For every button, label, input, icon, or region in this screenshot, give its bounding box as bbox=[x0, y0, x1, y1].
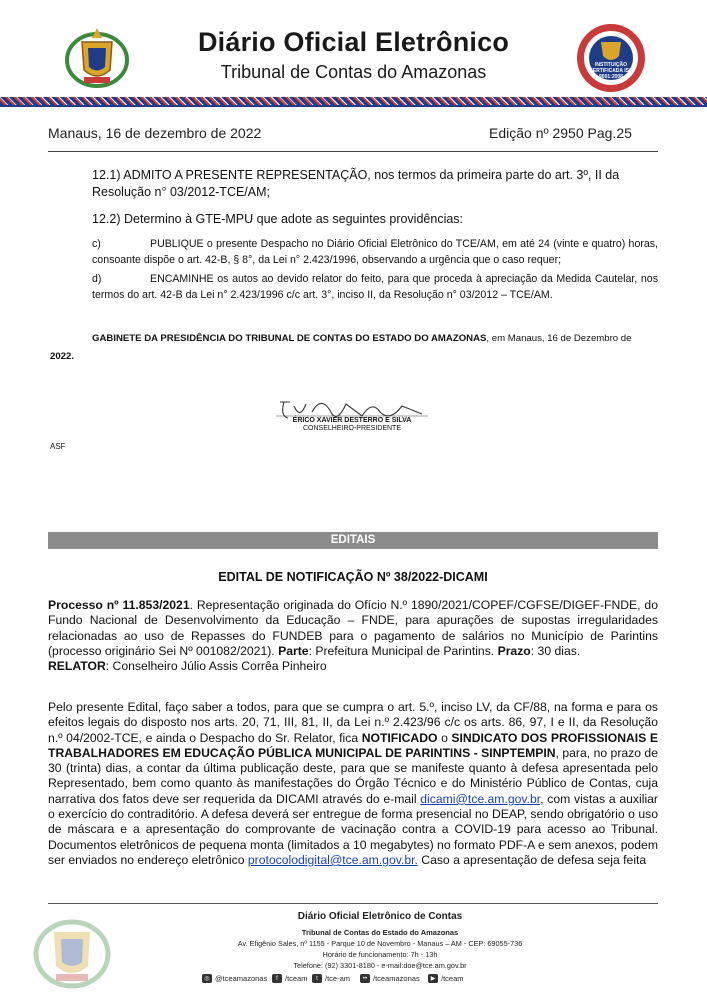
footer-watermark-logo bbox=[30, 908, 114, 992]
email-dicami-link[interactable]: dicami@tce.am.gov.br bbox=[420, 791, 541, 806]
processo-text: . Representação originada do Ofício N.º 1890/2021/COPEF/CGFSE/DIGEF-FNDE, do Fundo Nacional de Desenvolvimento da Educação – FNDE, para apurações de supostas irregularidades relacionadas ao uso de Repasses do FUNDEB para o pagamento de salários no Município de Parintins (processo originário Sei Nº 001082/2021). bbox=[48, 598, 658, 658]
social-twitter[interactable] bbox=[312, 974, 350, 983]
header-decorative-band bbox=[0, 97, 707, 105]
item-c-label: c) bbox=[92, 238, 101, 250]
body-part-2: , para, no prazo de 30 (trinta) dias, a contar da última publicação deste, para que se manifeste quanto à defesa apresentada pelo Representado, bem como quanto às manifestações do Órgão Técnico e do Ministério Público de Contas, cuja narrativa dos fatos deve ser requerida da DICAMI através do e-mail bbox=[48, 745, 658, 806]
social-facebook-handle: /tceam bbox=[285, 974, 308, 983]
parte-text: : Prefeitura Municipal de Parintins. bbox=[308, 643, 498, 658]
prazo-text: : 30 dias. bbox=[530, 643, 581, 658]
relator-label: RELATOR bbox=[48, 659, 106, 674]
body-part-1: Pelo presente Edital, faço saber a todos, para que se cumpra o art. 5.º, inciso LV, da CF/88, na forma e para os efeitos legais do disposto nos arts. 20, 71, III, 81, II, da Lei n.º 2.423/96 c/c os arts. 86, 97, I e II, da Resolução n.º 04/2002-TCE, e ainda o Despacho do Sr. Relator, fica bbox=[48, 700, 658, 745]
email-protocolo-link[interactable]: protocolodigital@tce.am.gov.br. bbox=[247, 852, 418, 867]
social-youtube[interactable] bbox=[428, 974, 464, 983]
prazo-label: Prazo bbox=[497, 643, 531, 658]
processo-paragraph bbox=[48, 598, 658, 674]
header-band-rule bbox=[0, 105, 707, 107]
social-instagram[interactable] bbox=[202, 974, 267, 983]
social-twitter-handle: /tce-am bbox=[325, 974, 351, 983]
youtube-icon: ▶ bbox=[428, 974, 438, 983]
place-date: Manaus, 16 de dezembro de 2022 bbox=[48, 125, 262, 141]
social-instagram-handle: @tceamazonas bbox=[215, 974, 268, 983]
seal-text: INSTITUIÇÃO CERTIFICADA ISO 9001:2008 bbox=[589, 62, 633, 80]
header-title: Diário Oficial Eletrônico bbox=[197, 27, 510, 57]
header-divider bbox=[48, 151, 658, 152]
footer-divider bbox=[48, 903, 658, 904]
edital-body bbox=[48, 700, 658, 868]
body-o: o bbox=[437, 730, 452, 745]
body-part-4: Caso a apresentação de defesa seja feita bbox=[417, 852, 647, 867]
item-d-label: d) bbox=[92, 273, 102, 285]
parte-label: Parte bbox=[278, 643, 309, 658]
instagram-icon: ◎ bbox=[202, 974, 212, 983]
signer-name: ÉRICO XAVIER DESTERRO E SILVA bbox=[292, 417, 412, 424]
signer-role: CONSELHEIRO-PRESIDENTE bbox=[302, 425, 402, 432]
certification-seal bbox=[575, 22, 647, 94]
gabinete-year: 2022. bbox=[50, 351, 75, 362]
item-c bbox=[92, 236, 658, 268]
item-d-text: ENCAMINHE os autos ao devido relator do feito, para que proceda à apreciação da Medida Cautelar, nos termos do art. 42-B da Lei n° 2.423/1996 c/c art. 3°, inciso II, da Resolução n° 03/2012 – TCE/AM. bbox=[92, 273, 658, 301]
body-sindicato: SINDICATO DOS PROFISSIONAIS E TRABALHADORES EM EDUCAÇÃO PÚBLICA MUNICIPAL DE PARINTINS - SINPTEMPIN bbox=[48, 730, 658, 760]
footer-hours: Horário de funcionamento: 7h - 13h bbox=[322, 950, 438, 959]
processo-label: Processo nº 11.853/2021 bbox=[48, 598, 190, 612]
social-facebook[interactable] bbox=[272, 974, 308, 983]
social-flickr[interactable] bbox=[360, 974, 420, 983]
item-d bbox=[92, 271, 658, 303]
footer-title: Diário Oficial Eletrônico de Contas bbox=[297, 911, 463, 922]
body-part-3: , com vistas a auxiliar o exercício do contraditório. A defesa deverá ser entregue de forma presencial no DEAP, sendo obrigatório o uso de máscara e a apresentação do comprovante de vacinação contra a COVID-19 para acesso ao Tribunal. Documentos eletrônicos de pequena monta (limitados a 10 megabytes) no formato PDF-A e sem anexos, podem ser enviados no endereço eletrônico bbox=[48, 791, 658, 867]
gabinete-bold: GABINETE DA PRESIDÊNCIA DO TRIBUNAL DE CONTAS DO ESTADO DO AMAZONAS bbox=[92, 333, 487, 344]
edital-title: EDITAL DE NOTIFICAÇÃO Nº 38/2022-DICAMI bbox=[218, 570, 488, 584]
gabinete-line bbox=[92, 332, 658, 345]
social-youtube-handle: /tceam bbox=[441, 974, 464, 983]
footer-address: Av. Efigênio Sales, nº 1155 - Parque 10 de Novembro - Manaus – AM - CEP: 69055-736 bbox=[237, 939, 523, 948]
footer-phone: Telefone: (92) 3301-8180 - e-mail:doe@tce.am.gov.br bbox=[293, 961, 467, 970]
item-12-2: 12.2) Determino à GTE-MPU que adote as seguintes providências: bbox=[92, 212, 464, 226]
item-c-text: PUBLIQUE o presente Despacho no Diário Oficial Eletrônico do TCE/AM, em até 24 (vinte e quatro) horas, consoante dispõe o art. 42-B, § 8°, da Lei n° 2.423/1996, observando a urgência que o caso requer; bbox=[92, 238, 658, 266]
body-notificado: NOTIFICADO bbox=[361, 730, 438, 745]
flickr-icon: •• bbox=[360, 974, 370, 983]
footer-org: Tribunal de Contas do Estado do Amazonas bbox=[301, 928, 459, 937]
section-bar-editais: EDITAIS bbox=[48, 532, 658, 549]
facebook-icon: f bbox=[272, 974, 282, 983]
relator-text: : Conselheiro Júlio Assis Corrêa Pinheiro bbox=[105, 659, 327, 674]
initials: ASF bbox=[50, 442, 66, 451]
edition-page: Edição nº 2950 Pag.25 bbox=[489, 125, 632, 141]
social-flickr-handle: /tceamazonas bbox=[373, 974, 420, 983]
gabinete-rest: , em Manaus, 16 de Dezembro de bbox=[486, 333, 632, 344]
item-12-1: 12.1) ADMITO A PRESENTE REPRESENTAÇÃO, nos termos da primeira parte do art. 3º, II da Resolução n° 03/2012-TCE/AM; bbox=[92, 168, 620, 199]
twitter-icon: t bbox=[312, 974, 322, 983]
header-subtitle: Tribunal de Contas do Amazonas bbox=[220, 62, 487, 82]
